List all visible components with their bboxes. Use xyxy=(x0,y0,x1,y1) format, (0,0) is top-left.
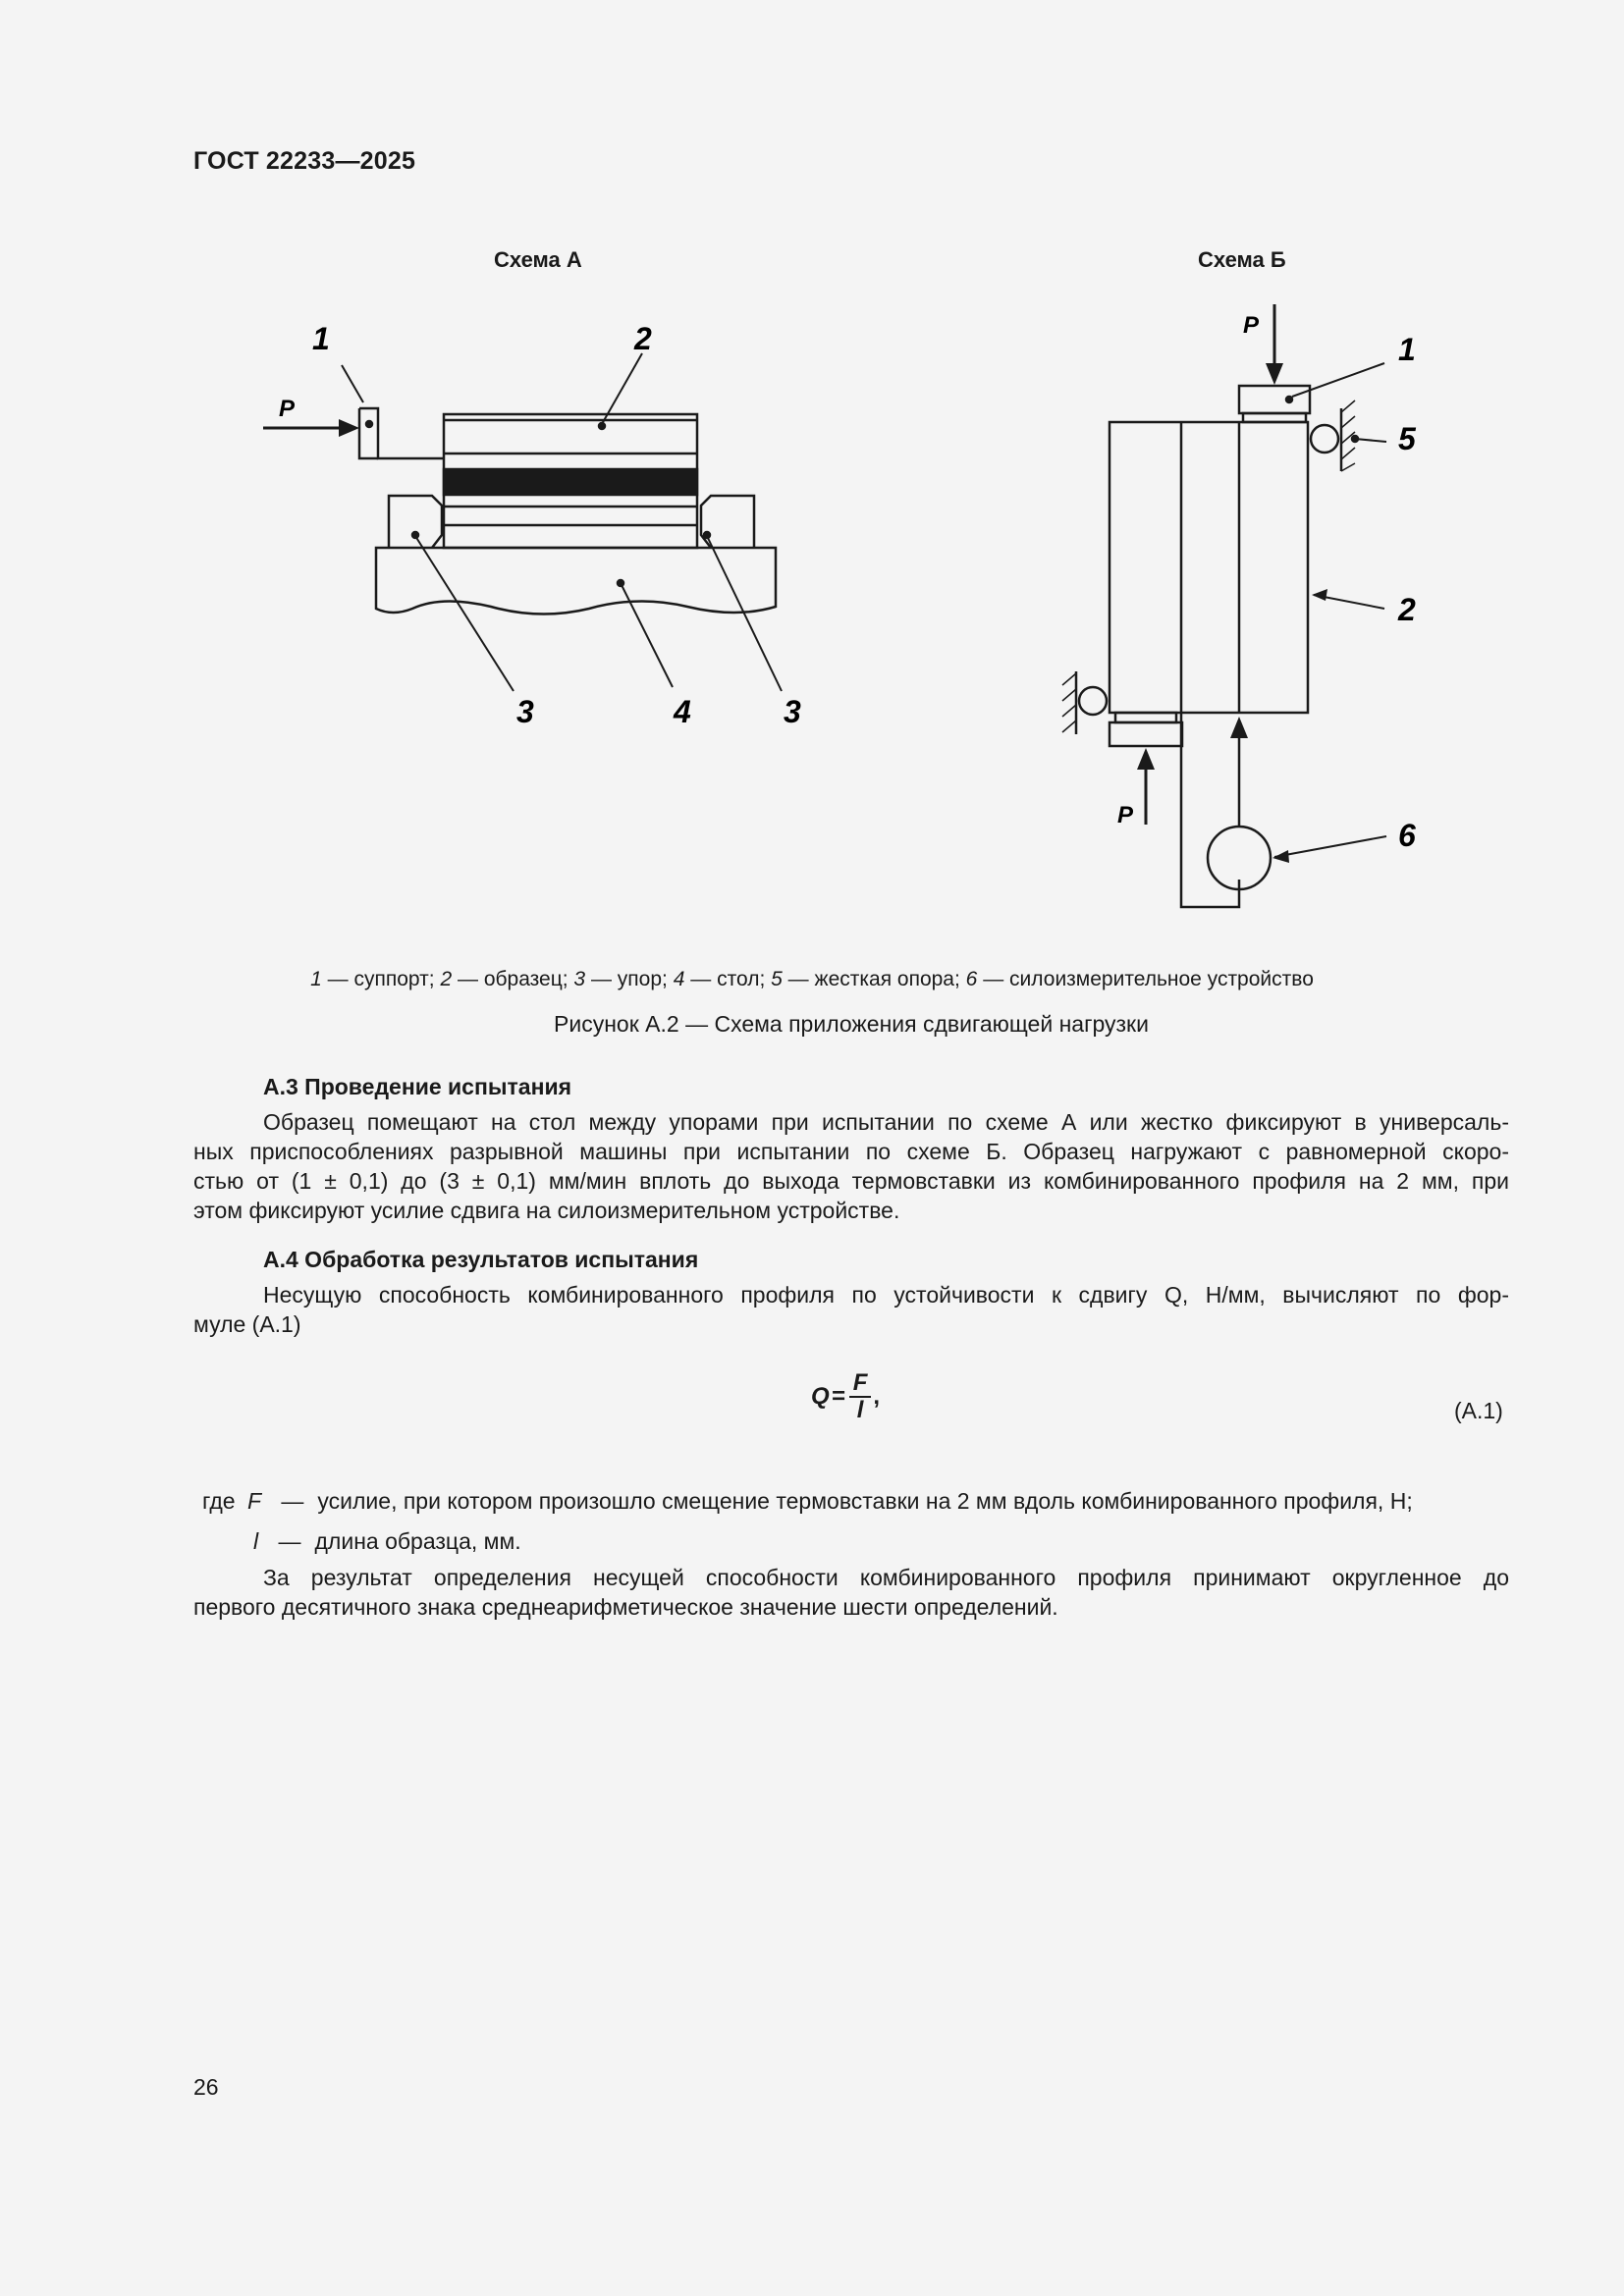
formula-numerator: F xyxy=(849,1370,872,1398)
result-paragraph xyxy=(193,1563,1509,1622)
scheme-a-label-1: 1 xyxy=(312,321,330,356)
thermal-insert xyxy=(444,469,697,495)
page-number: 26 xyxy=(193,2074,219,2100)
formula-number: (А.1) xyxy=(1454,1398,1503,1423)
legend-item: 6 — силоизмерительное устройство xyxy=(965,968,1314,990)
specimen-b-body xyxy=(1110,422,1308,713)
legend-item: 1 — суппорт; xyxy=(310,968,435,990)
where-definition-l: l — длина образца, мм. xyxy=(253,1528,521,1554)
figure-caption: Рисунок А.2 — Схема приложения сдвигающей нагрузки xyxy=(554,1011,1149,1037)
paragraph-line: Образец помещают на стол между упорами при испытании по схеме А или жестко фиксируют в универсаль- xyxy=(263,1109,1509,1135)
figure-legend xyxy=(0,968,1624,991)
legend-item: 5 — жесткая опора; xyxy=(771,968,960,990)
scheme-a-label-4: 4 xyxy=(674,694,691,729)
scheme-b-diagram xyxy=(1062,304,1386,907)
formula-equals: = xyxy=(831,1383,845,1410)
paragraph-line: Несущую способность комбинированного профиля по устойчивости к сдвигу Q, Н/мм, вычисляют по фор- xyxy=(263,1282,1509,1308)
scheme-b-label-5: 5 xyxy=(1398,421,1416,456)
formula-a1 xyxy=(811,1370,880,1423)
formula-trailing-comma: , xyxy=(873,1383,881,1410)
scheme-a-label-2: 2 xyxy=(634,321,652,356)
legend-item: 2 — образец; xyxy=(440,968,568,990)
paragraph-line: муле (А.1) xyxy=(193,1311,301,1337)
where-definition-f: где F — усилие, при котором произошло смещение термовставки на 2 мм вдоль комбинированного профиля, Н; xyxy=(202,1488,1413,1514)
scheme-b-force-top: P xyxy=(1243,312,1260,339)
measuring-frame xyxy=(1181,713,1239,907)
formula-fraction xyxy=(849,1370,872,1423)
scheme-a-force-label: P xyxy=(279,396,296,422)
paragraph-line: ных приспособлениях разрывной машины при испытании по схеме Б. Образец нагружают с равномерной скоро- xyxy=(193,1139,1509,1164)
legend-item: 3 — упор; xyxy=(573,968,668,990)
section-a4-heading: А.4 Обработка результатов испытания xyxy=(263,1247,699,1272)
scheme-b-label-6: 6 xyxy=(1398,818,1416,853)
scheme-a-label-3-left: 3 xyxy=(516,694,534,729)
top-support xyxy=(1239,386,1310,413)
table-shape xyxy=(376,548,776,614)
paragraph-line: первого десятичного знака среднеарифметическое значение шести определений. xyxy=(193,1594,1058,1620)
formula-lhs: Q xyxy=(811,1383,830,1410)
shear-load-figure xyxy=(0,0,1624,942)
bottom-support xyxy=(1110,722,1182,746)
section-a3-heading: А.3 Проведение испытания xyxy=(263,1074,572,1099)
support-shape xyxy=(359,408,444,458)
scheme-b-label-2: 2 xyxy=(1398,592,1416,627)
scheme-b-force-bottom: P xyxy=(1117,802,1134,828)
section-a4-paragraph xyxy=(193,1280,1509,1339)
scheme-b-title: Схема Б xyxy=(1198,247,1286,272)
scheme-b-labels xyxy=(1117,312,1417,853)
legend-item: 4 — стол; xyxy=(673,968,766,990)
scheme-a-diagram xyxy=(263,353,782,691)
stop-left xyxy=(389,496,442,548)
scheme-a-label-3-right: 3 xyxy=(784,694,801,729)
scheme-a-title: Схема А xyxy=(494,247,582,272)
paragraph-line: этом фиксируют усилие сдвига на силоизмерительном устройстве. xyxy=(193,1198,900,1223)
formula-denominator: l xyxy=(856,1397,864,1423)
scheme-b-label-1: 1 xyxy=(1398,332,1416,367)
paragraph-line: стью от (1 ± 0,1) до (3 ± 0,1) мм/мин вплоть до выхода термовставки из комбинированного профиля на 2 мм, при xyxy=(193,1168,1509,1194)
paragraph-line: За результат определения несущей способности комбинированного профиля принимают округленное до xyxy=(263,1565,1509,1590)
section-a3-paragraph xyxy=(193,1107,1509,1225)
document-code-header: ГОСТ 22233—2025 xyxy=(193,147,416,175)
